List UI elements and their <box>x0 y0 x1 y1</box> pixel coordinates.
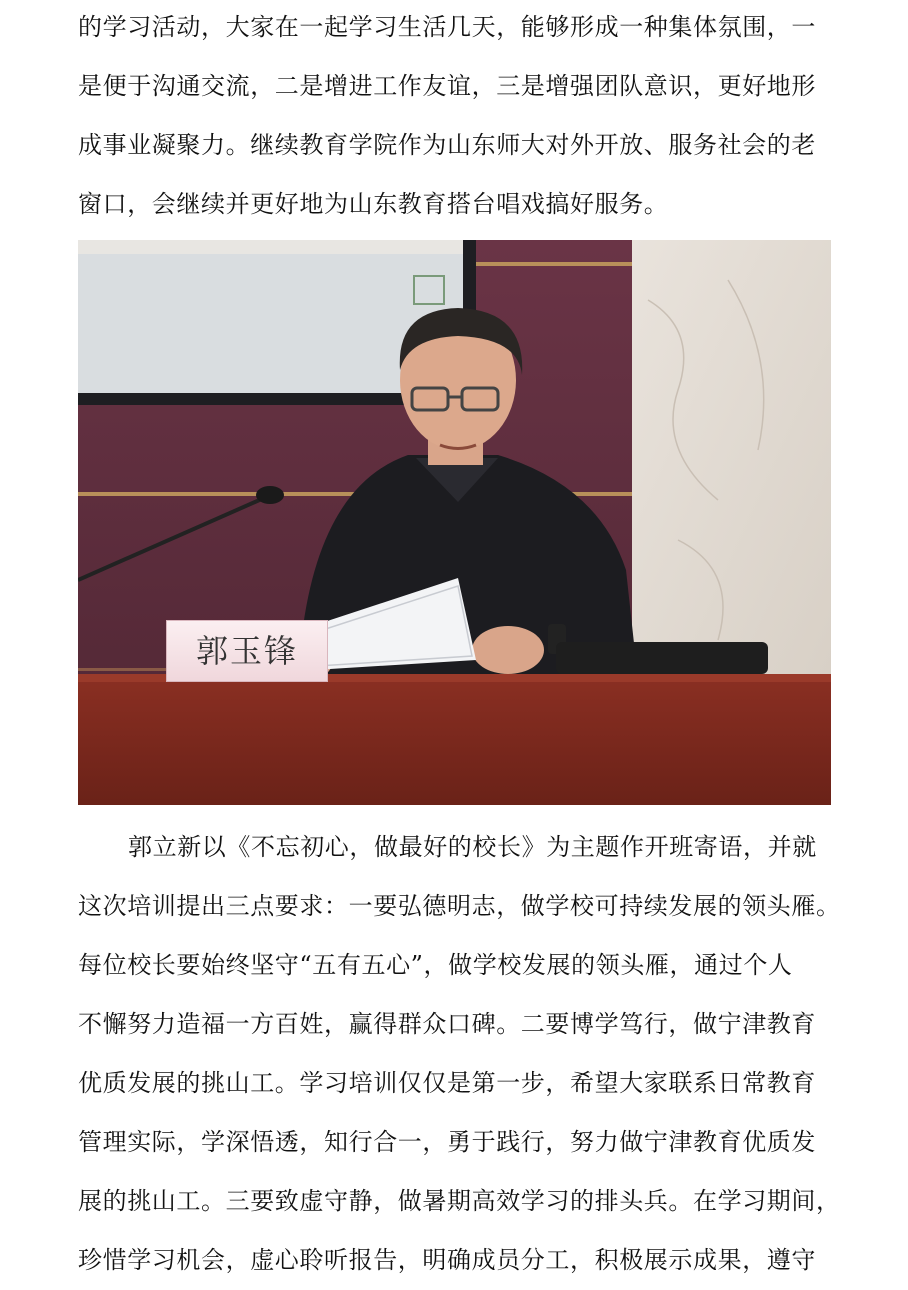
photo-illustration <box>78 240 831 805</box>
paragraph-line: 不懈努力造福一方百姓，赢得群众口碑。二要博学笃行，做宁津教育 <box>78 1010 816 1038</box>
paragraph-line: 珍惜学习机会，虚心聆听报告，明确成员分工，积极展示成果，遵守 <box>78 1246 816 1274</box>
paragraph-top <box>78 0 830 234</box>
paragraph-line: 的学习活动，大家在一起学习生活几天，能够形成一种集体氛围，一 <box>78 13 816 41</box>
paragraph-line: 优质发展的挑山工。学习培训仅仅是第一步，希望大家联系日常教育 <box>78 1069 816 1097</box>
paragraph-line: 展的挑山工。三要致虚守静，做暑期高效学习的排头兵。在学习期间， <box>78 1187 841 1215</box>
paragraph-line: 成事业凝聚力。继续教育学院作为山东师大对外开放、服务社会的老 <box>78 131 816 159</box>
speaker-photo <box>78 240 831 805</box>
paragraph-line: 窗口，会继续并更好地为山东教育搭台唱戏搞好服务。 <box>78 190 669 218</box>
paragraph-bottom <box>78 818 841 1290</box>
nameplate: 郭玉锋 <box>166 620 328 682</box>
paragraph-line: 这次培训提出三点要求：一要弘德明志，做学校可持续发展的领头雁。 <box>78 892 841 920</box>
paragraph-line: 郭立新以《不忘初心，做最好的校长》为主题作开班寄语，并就 <box>128 833 817 861</box>
paragraph-line: 每位校长要始终坚守“五有五心”，做学校发展的领头雁，通过个人 <box>78 951 793 979</box>
paragraph-line: 管理实际，学深悟透，知行合一，勇于践行，努力做宁津教育优质发 <box>78 1128 816 1156</box>
paragraph-line: 是便于沟通交流，二是增进工作友谊，三是增强团队意识，更好地形 <box>78 72 816 100</box>
